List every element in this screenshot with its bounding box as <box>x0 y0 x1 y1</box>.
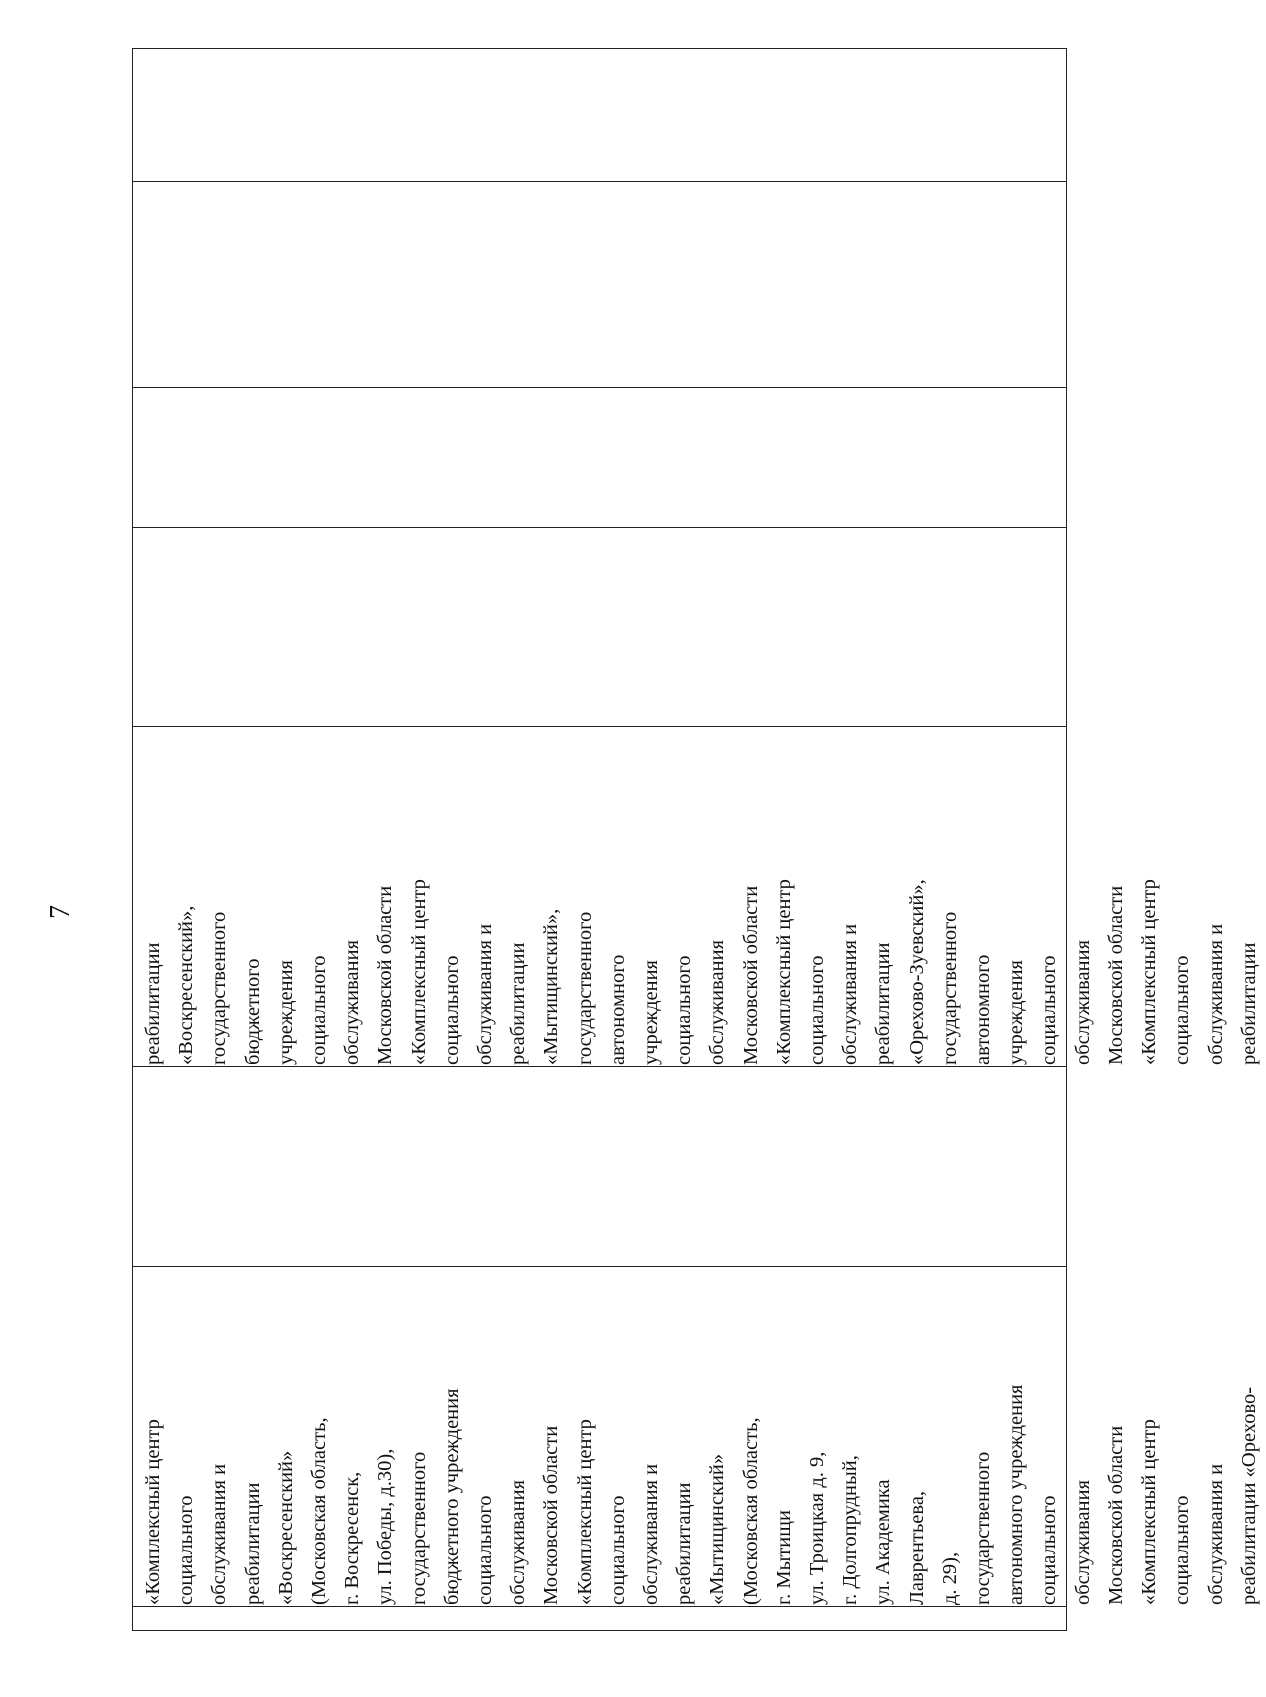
cell-text-line: обслуживания <box>1071 939 1094 1065</box>
cell-text-line: социального <box>175 1495 198 1605</box>
cell-text-line: «Комплексный центр <box>142 1419 164 1605</box>
cell-text-line: «Орехово-Зуевский», <box>905 879 928 1065</box>
cell-text-line: (Московская область, <box>739 1417 762 1605</box>
cell-text-line: социального <box>1171 955 1194 1065</box>
cell-text-line: обслуживания <box>1071 1479 1094 1605</box>
cell-text-line: реабилитации <box>1237 942 1260 1065</box>
cell-text-line: реабилитации <box>142 942 164 1065</box>
table-cell-institutions <box>133 1267 1260 1607</box>
cell-text-line: автономного <box>606 954 629 1065</box>
cell-text-line: Московской области <box>540 1425 563 1605</box>
cell-text-line: государственного <box>938 911 961 1065</box>
cell-text-line: «Мытищинский», <box>540 908 563 1065</box>
cell-text-line: обслуживания <box>341 939 364 1065</box>
cell-text-line: г. Долгопрудный, <box>839 1455 862 1605</box>
cell-text-line: государственного <box>573 911 596 1065</box>
cell-text-line: Московской области <box>374 885 397 1065</box>
cell-text-line: обслуживания и <box>640 1463 663 1605</box>
cell-text-line: Московской области <box>1104 885 1127 1065</box>
cell-text-line: социального <box>1038 1495 1061 1605</box>
cell-text-line: «Воскресенский», <box>175 905 198 1065</box>
cell-text-line: «Комплексный центр <box>1138 879 1161 1065</box>
cell-text-line: социального <box>440 955 463 1065</box>
cell-text-line: Лаврентьева, <box>905 1490 928 1605</box>
cell-text-line: государственного <box>407 1451 430 1605</box>
cell-text-line: обслуживания <box>507 1479 530 1605</box>
column-divider <box>133 527 1066 528</box>
cell-text-line: социального <box>806 955 829 1065</box>
cell-text-line: автономного учреждения <box>1005 1384 1028 1605</box>
cell-text-line: социального <box>474 1495 497 1605</box>
cell-text-line: г. Воскресенск, <box>341 1471 364 1605</box>
cell-text-line: учреждения <box>640 960 663 1065</box>
cell-text-line: Московской области <box>1104 1425 1127 1605</box>
cell-text-line: обслуживания и <box>474 923 497 1065</box>
cell-text-line: ул. Академика <box>872 1479 895 1605</box>
cell-text-line: обслуживания и <box>208 1463 231 1605</box>
cell-text-line: г. Мытищи <box>772 1509 795 1605</box>
cell-text-line: обслуживания и <box>1204 1463 1227 1605</box>
cell-text-line: обслуживания <box>706 939 729 1065</box>
cell-text-line: учреждения <box>274 960 297 1065</box>
cell-text-line: д. 29), <box>938 1551 961 1605</box>
rotated-page <box>45 48 1260 1631</box>
cell-text-line: «Мытищинский» <box>706 1453 729 1605</box>
cell-text-line: (Московская область, <box>308 1417 331 1605</box>
cell-text-line: «Комплексный центр <box>407 879 430 1065</box>
cell-text-line: социального <box>673 955 696 1065</box>
page-number: 7 <box>45 905 76 919</box>
cell-text-line: Московской области <box>739 885 762 1065</box>
cell-text-line: бюджетного учреждения <box>440 1388 463 1605</box>
cell-text-line: реабилитации «Орехово- <box>1237 1386 1260 1605</box>
data-table <box>132 48 1260 1631</box>
cell-text-line: государственного <box>208 911 231 1065</box>
cell-text-line: обслуживания и <box>839 923 862 1065</box>
column-divider <box>133 181 1066 182</box>
cell-text-line: «Воскресенский» <box>274 1450 297 1605</box>
cell-text-line: социального <box>1038 955 1061 1065</box>
column-divider <box>133 387 1066 388</box>
cell-text-line: обслуживания и <box>1204 923 1227 1065</box>
cell-text-line: «Комплексный центр <box>573 1419 596 1605</box>
cell-text-line: ул. Троицкая д. 9, <box>806 1451 829 1605</box>
cell-text-line: реабилитации <box>241 1482 264 1605</box>
cell-text-line: «Комплексный центр <box>772 879 795 1065</box>
cell-text-line: социального <box>606 1495 629 1605</box>
cell-text-line: социального <box>308 955 331 1065</box>
cell-text-line: «Комплексный центр <box>1138 1419 1161 1605</box>
cell-text-line: автономного <box>972 954 995 1065</box>
cell-text-line: государственного <box>972 1451 995 1605</box>
cell-text-line: реабилитации <box>507 942 530 1065</box>
table-cell-institutions-continued <box>133 727 1260 1067</box>
cell-text-line: социального <box>1171 1495 1194 1605</box>
cell-text-line: реабилитации <box>872 942 895 1065</box>
cell-text-line: ул. Победы, д.30), <box>374 1448 397 1605</box>
cell-text-line: учреждения <box>1005 960 1028 1065</box>
cell-text-line: бюджетного <box>241 958 264 1065</box>
cell-text-line: реабилитации <box>673 1482 696 1605</box>
